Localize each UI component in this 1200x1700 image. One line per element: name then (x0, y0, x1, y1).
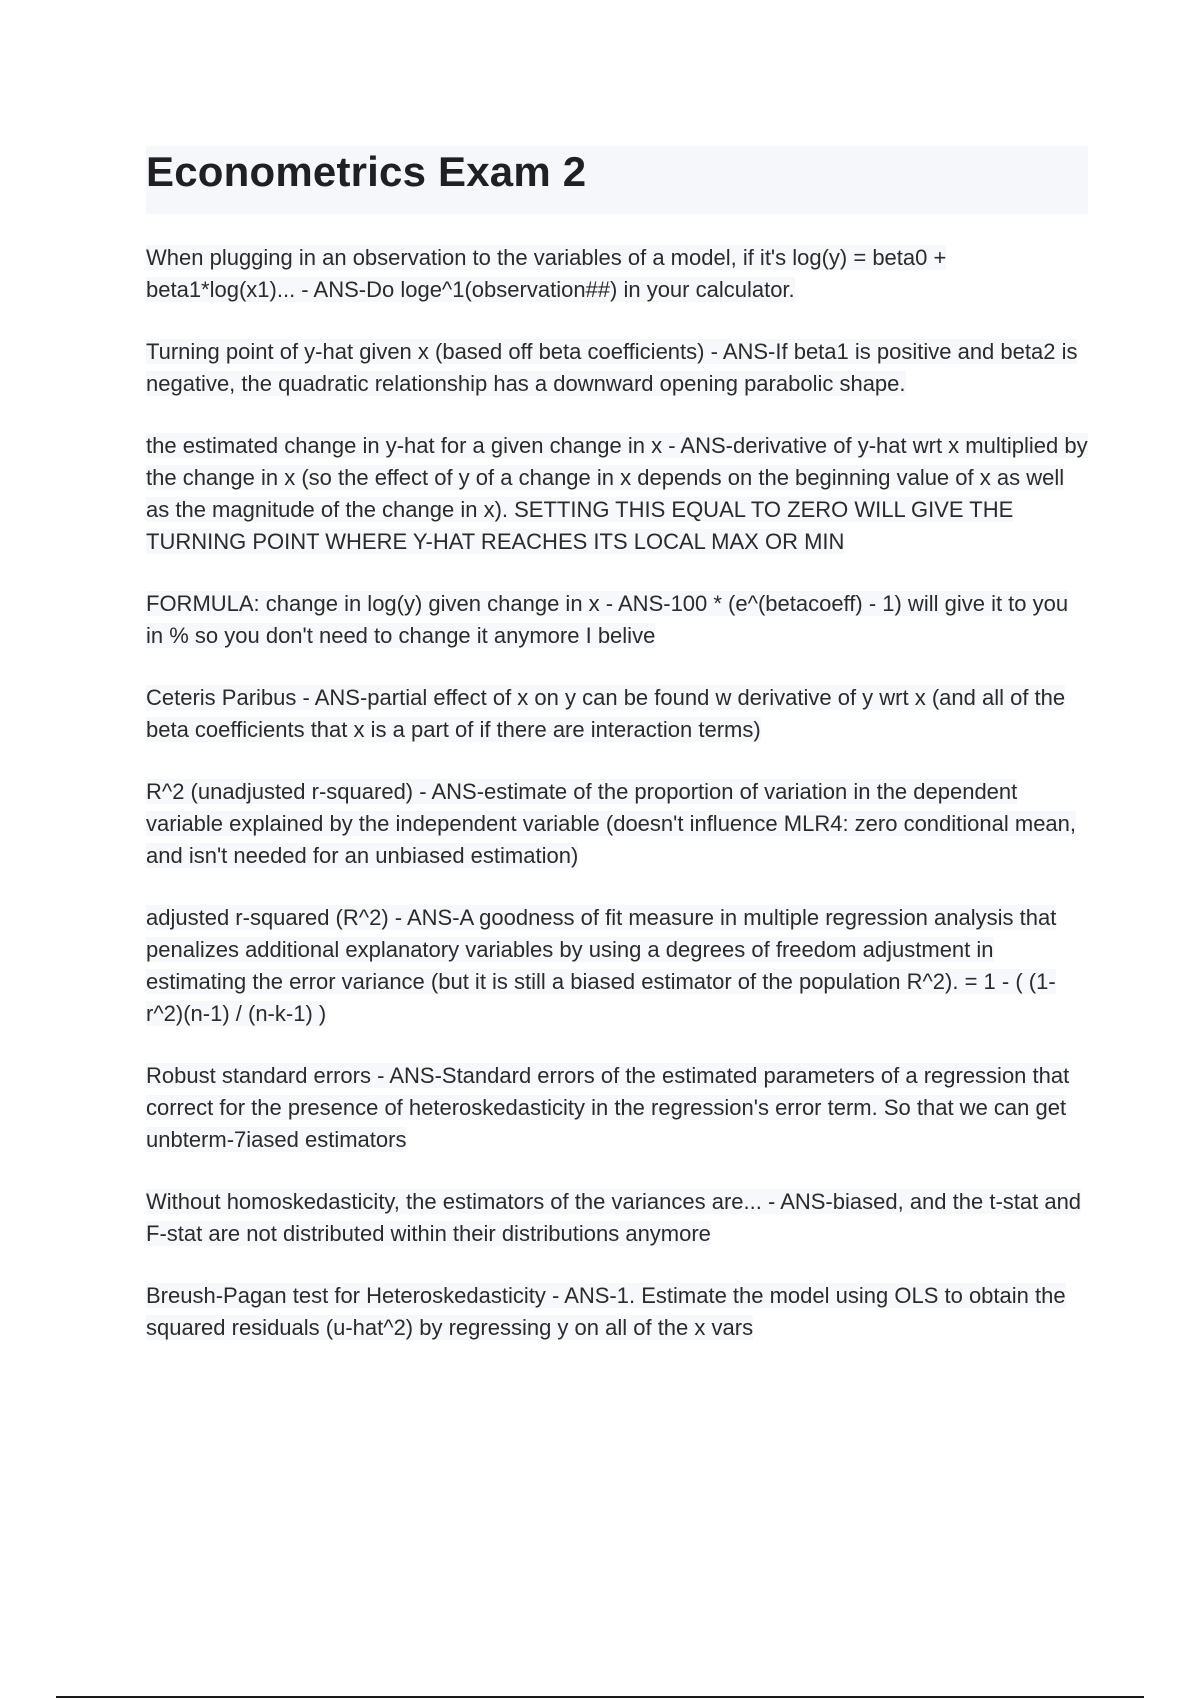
qa-entry-5 (146, 682, 1091, 746)
qa-entry-3 (146, 430, 1091, 558)
page-title: Econometrics Exam 2 (146, 148, 587, 195)
qa-text: Without homoskedasticity, the estimators of the variances are... - ANS-biased, and the t-stat and F-stat are not distributed within their distributions anymore (146, 1189, 1082, 1246)
qa-entry-10 (146, 1280, 1091, 1344)
qa-entry-6 (146, 776, 1091, 872)
qa-text: R^2 (unadjusted r-squared) - ANS-estimate of the proportion of variation in the dependent variable explained by the independent variable (doesn't influence MLR4: zero conditional mean, and isn't needed for an unbiased estimation) (146, 779, 1077, 868)
document-body (146, 242, 1091, 1374)
qa-text: the estimated change in y-hat for a given change in x - ANS-derivative of y-hat wrt x multiplied by the change in x (so the effect of y of a change in x depends on the beginning value of x as well as the magnitude of the change in x). SETTING THIS EQUAL TO ZERO WILL GIVE THE TURNING POINT WHERE Y-HAT REACHES ITS LOCAL MAX OR MIN (146, 433, 1088, 554)
qa-entry-2 (146, 336, 1091, 400)
footer-divider (56, 1696, 1144, 1698)
qa-text: Turning point of y-hat given x (based off beta coefficients) - ANS-If beta1 is positive and beta2 is negative, the quadratic relationship has a downward opening parabolic shape. (146, 339, 1078, 396)
qa-text: Ceteris Paribus - ANS-partial effect of x on y can be found w derivative of y wrt x (and all of the beta coefficients that x is a part of if there are interaction terms) (146, 685, 1066, 742)
qa-entry-9 (146, 1186, 1091, 1250)
qa-text: FORMULA: change in log(y) given change in x - ANS-100 * (e^(betacoeff) - 1) will give it to you in % so you don't need to change it anymore I belive (146, 591, 1069, 648)
qa-text: Robust standard errors - ANS-Standard errors of the estimated parameters of a regression that correct for the presence of heteroskedasticity in the regression's error term. So that we can get unbterm-7iased estimators (146, 1063, 1070, 1152)
qa-entry-8 (146, 1060, 1091, 1156)
qa-text: adjusted r-squared (R^2) - ANS-A goodness of fit measure in multiple regression analysis that penalizes additional explanatory variables by using a degrees of freedom adjustment in estimating the error variance (but it is still a biased estimator of the population R^2). = 1 - ( (1-r^2)(n-1) / (n-k-1) ) (146, 905, 1057, 1026)
qa-entry-4 (146, 588, 1091, 652)
qa-entry-7 (146, 902, 1091, 1030)
qa-text: When plugging in an observation to the variables of a model, if it's log(y) = beta0 + beta1*log(x1)... - ANS-Do loge^1(observation##) in your calculator. (146, 245, 947, 302)
qa-text: Breush-Pagan test for Heteroskedasticity - ANS-1. Estimate the model using OLS to obtain the squared residuals (u-hat^2) by regressing y on all of the x vars (146, 1283, 1066, 1340)
qa-entry-1 (146, 242, 1091, 306)
